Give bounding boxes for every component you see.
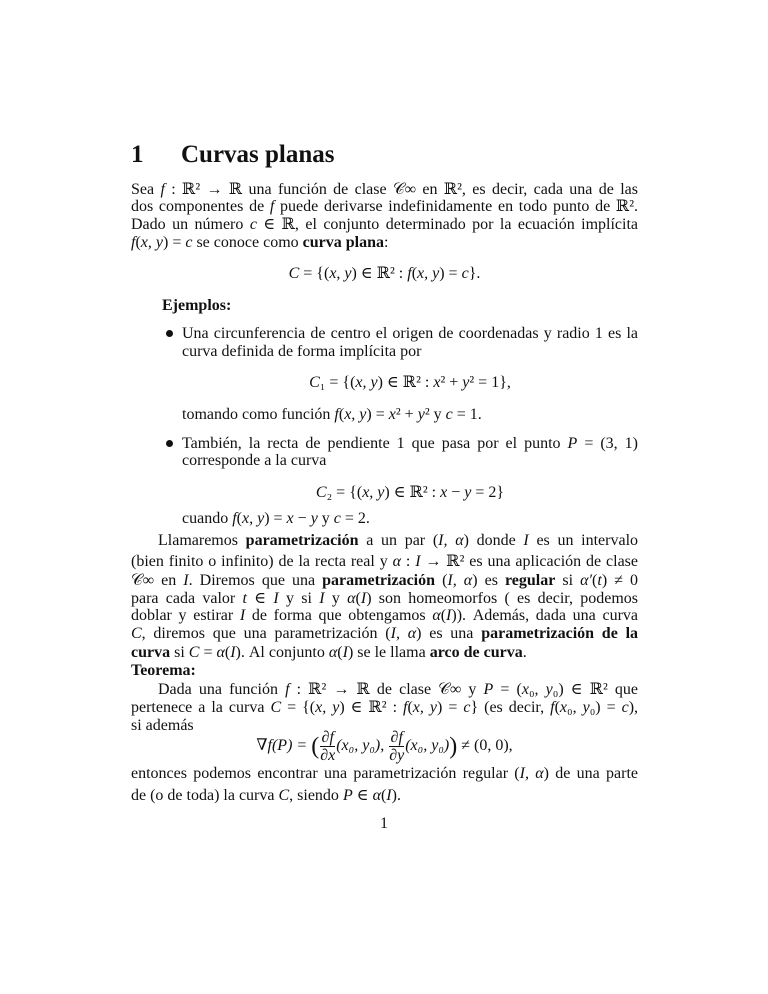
text-run: y bbox=[324, 590, 348, 607]
text-run: cuando bbox=[182, 510, 233, 527]
text-run: pertenece a la curva bbox=[131, 699, 271, 716]
text-line bbox=[131, 571, 638, 590]
text-run: si además bbox=[131, 717, 194, 734]
text-run: si bbox=[555, 572, 581, 589]
theorem-heading bbox=[131, 661, 638, 680]
display-equation bbox=[131, 264, 638, 283]
text-run: C bbox=[288, 265, 300, 282]
text-run: ). Al conjunto bbox=[235, 644, 329, 661]
text-run: c bbox=[185, 234, 193, 251]
text-run: = bbox=[199, 644, 217, 661]
text-run: x bbox=[559, 699, 567, 716]
text-run: α bbox=[347, 590, 356, 607]
text-run: c bbox=[249, 216, 257, 233]
text-run: = 2. bbox=[340, 510, 370, 527]
text-run: ) son homeomorfos ( es decir, podemos bbox=[366, 590, 639, 607]
text-run: → ℝ² es una aplicación de clase bbox=[420, 553, 638, 570]
text-line bbox=[182, 509, 638, 528]
text-run: se conoce como bbox=[192, 234, 303, 251]
text-run: = (3, 1) bbox=[577, 435, 638, 452]
text-run: ₀) = bbox=[589, 699, 622, 716]
text-run: I bbox=[523, 532, 529, 549]
numerator: ∂f bbox=[321, 728, 334, 746]
text-run: = {( bbox=[299, 265, 330, 282]
text-line bbox=[182, 451, 638, 470]
text-run: ² + bbox=[440, 374, 463, 391]
text-run: f bbox=[160, 181, 165, 198]
text-run: ( bbox=[135, 234, 141, 251]
text-run: puede derivarse indefinidamente en todo punto de ℝ². bbox=[274, 198, 639, 215]
text-run: x, y bbox=[241, 510, 265, 527]
text-run: ₁ = {( bbox=[319, 374, 356, 391]
text-run: , diremos que una parametrización ( bbox=[141, 625, 391, 642]
text-run: ) de una parte bbox=[543, 765, 638, 782]
text-run: ( bbox=[435, 572, 448, 589]
section-title: Curvas planas bbox=[181, 141, 335, 168]
text-run: = ( bbox=[493, 681, 522, 698]
text-run: : ℝ² → ℝ de clase 𝒞∞ y bbox=[289, 681, 484, 698]
bullet-icon bbox=[166, 330, 173, 337]
text-run: x, y bbox=[344, 406, 367, 423]
text-run: x, y bbox=[362, 484, 385, 501]
text-run: α bbox=[432, 607, 441, 624]
text-run: ( bbox=[355, 590, 361, 607]
text-line bbox=[131, 786, 638, 805]
text-run: C bbox=[270, 699, 282, 716]
text-run: ( bbox=[236, 510, 242, 527]
text-line bbox=[131, 643, 638, 662]
text-run: ) ∈ ℝ² : bbox=[377, 374, 434, 391]
text-run: α bbox=[372, 787, 381, 804]
text-run: ₂ = {( bbox=[326, 484, 363, 501]
text-run: ∈ bbox=[247, 590, 274, 607]
text-run: α bbox=[392, 553, 401, 570]
text-run: t bbox=[597, 572, 602, 589]
text-run: es un intervalo bbox=[528, 532, 639, 549]
bold-term: Teorema: bbox=[131, 662, 196, 679]
text-run: c bbox=[621, 699, 629, 716]
bold-term: regular bbox=[504, 572, 556, 589]
text-run: ) es una bbox=[416, 625, 482, 642]
text-run: Dada una función bbox=[158, 681, 286, 698]
section-heading bbox=[131, 140, 335, 170]
text-run: t bbox=[242, 590, 247, 607]
text-line bbox=[131, 698, 638, 717]
text-run: P bbox=[342, 787, 353, 804]
text-run: I bbox=[230, 644, 236, 661]
text-run: )). bbox=[451, 607, 467, 624]
text-run: c bbox=[463, 699, 471, 716]
text-run: corresponde a la curva bbox=[182, 452, 327, 469]
text-run: α′ bbox=[580, 572, 593, 589]
text-run: ). bbox=[391, 787, 401, 804]
text-run: f bbox=[334, 406, 339, 423]
text-line bbox=[131, 624, 638, 643]
text-run: 𝒞∞ en bbox=[131, 572, 184, 589]
text-line bbox=[131, 552, 638, 571]
bold-term: arco de curva bbox=[429, 644, 523, 661]
text-run: , siendo bbox=[289, 787, 343, 804]
text-run: x, y bbox=[140, 234, 163, 251]
fraction bbox=[389, 729, 404, 764]
text-run: ( bbox=[380, 787, 387, 804]
text-run: ( bbox=[338, 406, 345, 423]
text-run: y bbox=[417, 406, 425, 423]
text-run: También, la recta de pendiente 1 que pasa por el punto bbox=[182, 435, 568, 452]
eq-lhs: ∇f(P) = bbox=[256, 737, 312, 754]
text-run: f bbox=[285, 681, 290, 698]
text-run: ) = bbox=[264, 510, 287, 527]
text-run: I bbox=[360, 590, 367, 607]
text-run: f bbox=[403, 699, 408, 716]
bold-term: parametrización de la bbox=[481, 625, 639, 642]
text-run: de forma que obtengamos bbox=[245, 607, 433, 624]
text-run: α bbox=[328, 644, 338, 661]
text-run: c bbox=[445, 406, 453, 423]
text-run: Una circunferencia de centro el origen de coordenadas y radio 1 es la bbox=[182, 325, 638, 342]
bullet-icon bbox=[166, 440, 173, 447]
text-run: − bbox=[447, 484, 465, 501]
text-run: . bbox=[522, 644, 527, 661]
text-run: I bbox=[239, 607, 246, 624]
page-number: 1 bbox=[380, 815, 388, 832]
text-line bbox=[131, 233, 638, 252]
text-run: ) = bbox=[437, 699, 464, 716]
eq-rhs: ≠ (0, 0), bbox=[457, 737, 513, 754]
text-run: ² = 1}, bbox=[469, 374, 511, 391]
text-line bbox=[182, 324, 638, 343]
text-run: x, y bbox=[412, 699, 437, 716]
text-run: ₀, bbox=[567, 699, 583, 716]
text-run: f bbox=[232, 510, 237, 527]
text-run: P bbox=[483, 681, 494, 698]
eq-arg: (x₀, y₀), bbox=[336, 737, 389, 754]
text-run: P bbox=[567, 435, 578, 452]
text-run: I, α bbox=[438, 532, 464, 549]
text-run: x bbox=[286, 510, 294, 527]
text-run: f bbox=[550, 699, 555, 716]
text-run: ( bbox=[440, 607, 447, 624]
text-run: = 1. bbox=[452, 406, 482, 423]
text-run: a un par ( bbox=[358, 532, 439, 549]
text-run: ) = bbox=[162, 234, 186, 251]
text-line bbox=[131, 197, 638, 216]
text-run: y si bbox=[278, 590, 320, 607]
text-run: ) = bbox=[366, 406, 389, 423]
text-line bbox=[158, 531, 638, 550]
text-run: Además, dada una curva bbox=[466, 607, 638, 624]
text-run: I, α bbox=[390, 625, 417, 642]
text-run: curva definida de forma implícita por bbox=[182, 343, 422, 360]
text-run: y bbox=[545, 681, 553, 698]
text-run: y bbox=[582, 699, 590, 716]
text-run: ₀) ∈ ℝ² que bbox=[552, 681, 639, 698]
text-run: ) ∈ ℝ² : bbox=[351, 265, 408, 282]
text-run: ² y bbox=[424, 406, 446, 423]
text-run: ( bbox=[337, 644, 343, 661]
text-run: I, α bbox=[447, 572, 473, 589]
text-run: = {( bbox=[281, 699, 316, 716]
text-run: I bbox=[319, 590, 325, 607]
text-run: ∈ bbox=[352, 787, 373, 804]
bold-term: Ejemplos: bbox=[162, 297, 232, 314]
bold-term: curva bbox=[131, 644, 171, 661]
bold-term: parametrización bbox=[245, 532, 359, 549]
section-number: 1 bbox=[131, 141, 144, 168]
text-run: C bbox=[131, 625, 142, 642]
denominator: ∂x bbox=[320, 746, 336, 764]
text-run: x, y bbox=[417, 265, 440, 282]
text-line bbox=[131, 764, 638, 783]
text-run: I bbox=[386, 787, 392, 804]
text-run: Sea bbox=[131, 181, 161, 198]
text-run: (bien finito o infinito) de la recta real y bbox=[131, 553, 393, 570]
bold-term: parametrización bbox=[322, 572, 436, 589]
gradient-equation bbox=[131, 727, 638, 765]
text-run: ) ≠ 0 bbox=[601, 572, 639, 589]
text-run: Dado un número bbox=[131, 216, 250, 233]
text-run: x bbox=[433, 374, 441, 391]
text-run: ( bbox=[411, 265, 418, 282]
display-equation bbox=[182, 483, 638, 502]
text-run: I bbox=[183, 572, 189, 589]
text-run: c bbox=[333, 510, 341, 527]
text-run: x, y bbox=[315, 699, 340, 716]
text-run: ) es bbox=[472, 572, 505, 589]
text-run: I, α bbox=[519, 765, 544, 782]
text-line bbox=[131, 215, 638, 234]
text-run: = 2} bbox=[471, 484, 505, 501]
text-run: ∞ en ℝ², es decir, cada una de las bbox=[404, 181, 638, 198]
text-line bbox=[182, 342, 638, 361]
eq-arg: (x₀, y₀) bbox=[405, 737, 450, 754]
text-run: x, y bbox=[329, 265, 352, 282]
text-run: Llamaremos bbox=[158, 532, 246, 549]
text-run: de (o de toda) la curva bbox=[131, 787, 279, 804]
text-line bbox=[131, 606, 638, 625]
text-run: I bbox=[273, 590, 279, 607]
text-line bbox=[158, 680, 638, 699]
text-run: . Diremos que una bbox=[188, 572, 323, 589]
text-run: I bbox=[342, 644, 348, 661]
text-run: ) ∈ ℝ² : bbox=[339, 699, 404, 716]
text-run: ² + bbox=[395, 406, 418, 423]
text-run: x, y bbox=[355, 374, 378, 391]
text-run: y bbox=[464, 484, 472, 501]
text-run: ) = bbox=[439, 265, 462, 282]
text-run: C bbox=[278, 787, 290, 804]
paren: ( bbox=[311, 733, 320, 760]
text-run: dos componentes de bbox=[131, 198, 270, 215]
text-run: ), bbox=[628, 699, 639, 716]
text-run: : bbox=[400, 553, 416, 570]
bold-term: curva plana bbox=[302, 234, 384, 251]
text-run: y bbox=[310, 510, 318, 527]
examples-heading bbox=[162, 296, 642, 315]
display-equation bbox=[182, 373, 638, 392]
text-run: x bbox=[388, 406, 396, 423]
text-run: ) donde bbox=[463, 532, 524, 549]
text-run: ( bbox=[407, 699, 413, 716]
text-run: I bbox=[446, 607, 452, 624]
text-run: } (es decir, bbox=[470, 699, 551, 716]
text-run: c bbox=[461, 265, 469, 282]
text-run: α bbox=[216, 644, 225, 661]
text-run: ( bbox=[554, 699, 560, 716]
text-run: y bbox=[317, 510, 334, 527]
text-run: para cada valor bbox=[131, 590, 243, 607]
text-run: C bbox=[309, 374, 320, 391]
text-run: f bbox=[131, 234, 136, 251]
fraction bbox=[320, 729, 335, 764]
text-run: ₀, bbox=[528, 681, 546, 698]
text-run: C bbox=[315, 484, 327, 501]
text-run: x bbox=[521, 681, 529, 698]
text-run: I bbox=[415, 553, 421, 570]
text-run: }. bbox=[468, 265, 481, 282]
text-run: si bbox=[170, 644, 189, 661]
text-run: f bbox=[407, 265, 412, 282]
text-run: ( bbox=[224, 644, 231, 661]
text-run: ) se le llama bbox=[347, 644, 430, 661]
text-run: : ℝ² → ℝ una función de clase 𝒞 bbox=[164, 181, 405, 198]
text-run: doblar y estirar bbox=[131, 607, 240, 624]
text-run: x bbox=[440, 484, 448, 501]
text-line bbox=[182, 405, 638, 424]
text-run: ∈ ℝ, el conjunto determinado por la ecuación implícita bbox=[256, 216, 639, 233]
numerator: ∂f bbox=[390, 728, 403, 746]
text-run: ( bbox=[592, 572, 598, 589]
text-run: C bbox=[188, 644, 200, 661]
text-run: y bbox=[462, 374, 470, 391]
text-run: f bbox=[269, 198, 275, 215]
text-run: − bbox=[293, 510, 311, 527]
text-run: ) ∈ ℝ² : bbox=[384, 484, 441, 501]
text-run: : bbox=[383, 234, 389, 251]
text-run: tomando como función bbox=[182, 406, 335, 423]
denominator: ∂y bbox=[389, 746, 405, 764]
text-run: entonces podemos encontrar una parametrización regular ( bbox=[131, 765, 520, 782]
paren: ) bbox=[449, 733, 458, 760]
